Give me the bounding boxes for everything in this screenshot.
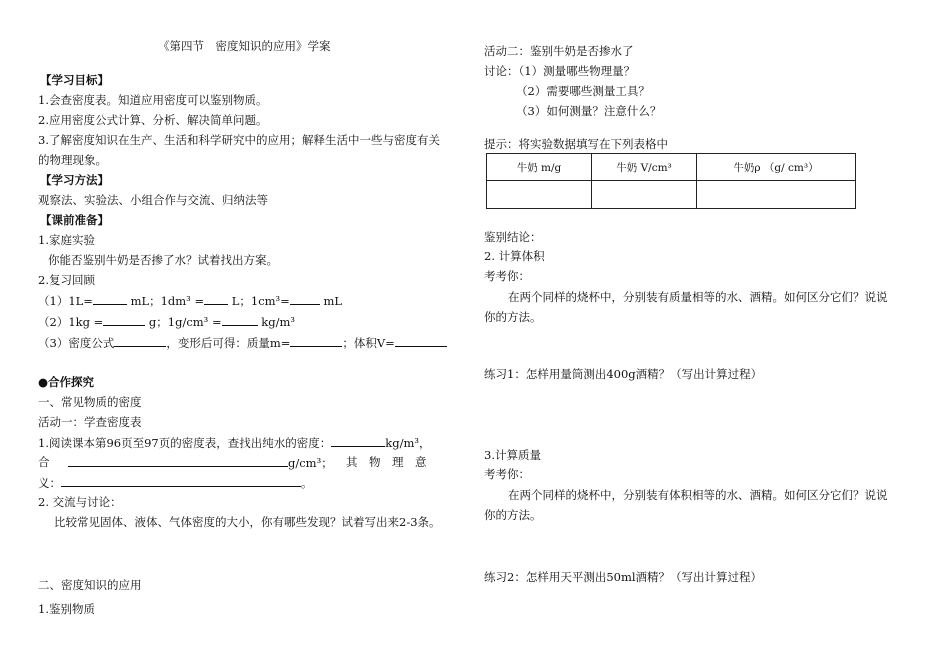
discuss-q3: （3）如何测量？注意什么？	[516, 104, 662, 118]
milk-data-table	[486, 153, 856, 209]
review-q3: （3）密度公式 ，变形后可得：质量m= ；体积V=	[38, 334, 447, 351]
blank-field[interactable]	[114, 334, 166, 347]
home-experiment-desc: 你能否鉴别牛奶是否掺了水？试着找出方案。	[48, 253, 278, 267]
table-cell-density[interactable]	[697, 181, 856, 209]
review-q1: （1）1L= mL；1dm³ = L；1cm³= mL	[38, 294, 342, 308]
think-2-label: 考考你：	[484, 467, 530, 481]
discuss-desc: 比较常见固体、液体、气体密度的大小，你有哪些发现？试着写出来2-3条。	[54, 515, 441, 529]
blank-field[interactable]	[290, 292, 320, 305]
physical-meaning-label: 其 物 理 意	[346, 455, 427, 469]
exercise-1: 练习1：怎样用量筒测出400g酒精？（写出计算过程）	[484, 367, 763, 381]
blank-field[interactable]	[290, 334, 342, 347]
think-1-question-cont: 你的方法。	[484, 310, 542, 324]
blank-field[interactable]	[68, 454, 288, 467]
table-header-volume: 牛奶 V/cm³	[592, 154, 697, 181]
blank-field[interactable]	[395, 334, 447, 347]
objective-3: 3.了解密度知识在生产、生活和科学研究中的应用；解释生活中一些与密度有关	[38, 133, 440, 147]
review-heading: 2.复习回顾	[38, 273, 95, 287]
blank-field[interactable]	[204, 292, 228, 305]
table-hint: 提示：将实验数据填写在下列表格中	[484, 137, 668, 151]
review-q2: （2）1kg = g；1g/cm³ = kg/m³	[38, 315, 295, 329]
section-2-title: 二、密度知识的应用	[38, 578, 142, 592]
objective-3-cont: 的物理现象。	[38, 153, 107, 167]
objective-1: 1.会查密度表。知道应用密度可以鉴别物质。	[38, 93, 268, 107]
objective-2: 2.应用密度公式计算、分析、解决简单问题。	[38, 113, 268, 127]
blank-field[interactable]	[331, 434, 385, 447]
think-1-question: 在两个同样的烧杯中，分别装有质量相等的水、酒精。如何区分它们？说说	[508, 290, 888, 304]
activity-1-title: 活动一：学查密度表	[38, 415, 142, 429]
table-cell-mass[interactable]	[487, 181, 592, 209]
think-2-question-cont: 你的方法。	[484, 508, 542, 522]
think-2-question: 在两个同样的烧杯中，分别装有体积相等的水、酒精。如何区分它们？说说	[508, 488, 888, 502]
section-1-title: 一、常见物质的密度	[38, 395, 142, 409]
blank-field[interactable]	[103, 313, 145, 326]
discuss-q2: （2）需要哪些测量工具？	[516, 84, 650, 98]
calc-volume-heading: 2. 计算体积	[484, 249, 545, 263]
prep-heading: 【课前准备】	[40, 213, 109, 227]
discuss-q1: 讨论：（1）测量哪些物理量？	[484, 64, 636, 78]
exercise-2: 练习2：怎样用天平测出50ml酒精？（写出计算过程）	[484, 570, 763, 584]
conclusion-label: 鉴别结论：	[484, 230, 542, 244]
methods-text: 观察法、实验法、小组合作与交流、归纳法等	[38, 193, 268, 207]
methods-heading: 【学习方法】	[40, 173, 109, 187]
read-density-q: 1.阅读课本第96页至97页的密度表，查找出纯水的密度： kg/m³，	[38, 436, 431, 450]
table-header-mass: 牛奶 m/g	[487, 154, 592, 181]
blank-field[interactable]	[61, 474, 301, 487]
think-1-label: 考考你：	[484, 269, 530, 283]
blank-field[interactable]	[93, 292, 127, 305]
coop-heading: ●合作探究	[38, 375, 95, 389]
calc-mass-heading: 3.计算质量	[484, 448, 541, 462]
read-density-cont: 合	[38, 455, 50, 469]
physical-meaning-row: 义： 。	[38, 476, 313, 490]
objectives-heading: 【学习目标】	[40, 73, 109, 87]
activity-2-title: 活动二：鉴别牛奶是否掺水了	[484, 44, 634, 58]
blank-field[interactable]	[222, 313, 258, 326]
identify-substance: 1.鉴别物质	[38, 602, 95, 616]
table-header-density: 牛奶ρ （g/ cm³）	[697, 154, 856, 181]
discuss-heading: 2. 交流与讨论：	[38, 495, 122, 509]
table-cell-volume[interactable]	[592, 181, 697, 209]
home-experiment: 1.家庭实验	[38, 233, 95, 247]
page-title: 《第四节 密度知识的应用》学案	[158, 39, 331, 53]
